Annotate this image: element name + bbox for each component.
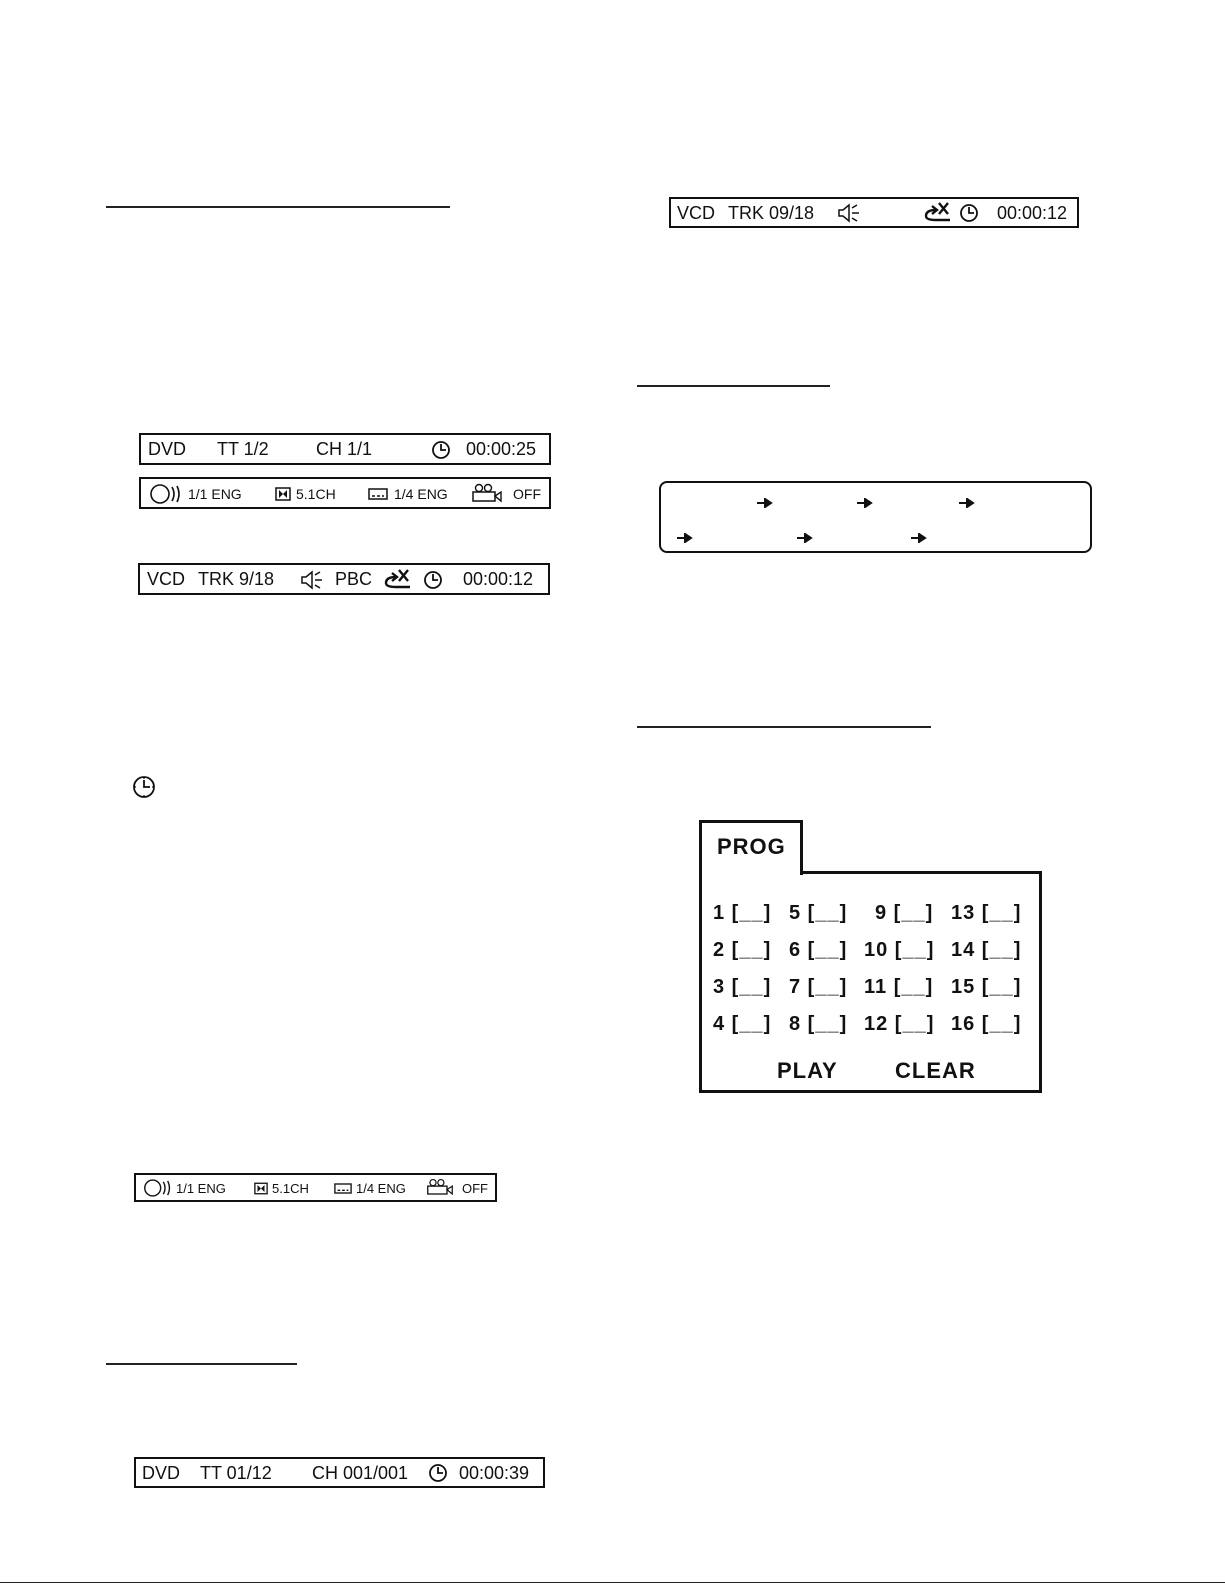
subtitle-icon xyxy=(334,1183,352,1194)
program-slot[interactable]: 14 [__] xyxy=(951,939,1022,961)
pbc-indicator: PBC xyxy=(335,569,373,589)
program-slot[interactable]: 5 [__] xyxy=(789,902,848,924)
program-slot[interactable]: 2 [__] xyxy=(713,939,772,961)
clock-icon xyxy=(423,570,443,590)
program-slot[interactable]: 4 [__] xyxy=(713,1013,772,1035)
sequence-box xyxy=(659,481,1092,553)
disc-type: VCD xyxy=(677,203,716,223)
disc-type: VCD xyxy=(147,569,186,589)
vcd-osd-bar xyxy=(138,563,550,595)
audio-track: 1/1 ENG xyxy=(188,486,242,502)
audio-icon xyxy=(143,1178,173,1198)
title-indicator: TT 1/2 xyxy=(217,439,269,459)
clear-button[interactable]: CLEAR xyxy=(895,1058,976,1083)
audio-channel: 5.1CH xyxy=(272,1181,309,1196)
arrow-icon xyxy=(857,498,873,508)
chapter-indicator: CH 1/1 xyxy=(316,439,373,459)
section-rule xyxy=(637,385,830,387)
speaker-icon xyxy=(300,569,326,591)
arrow-icon xyxy=(677,533,693,543)
subtitle-icon xyxy=(368,488,388,500)
program-slot[interactable]: 9 [__] xyxy=(875,902,934,924)
audio-subtitle-osd-bar xyxy=(134,1173,497,1202)
program-title: PROG xyxy=(717,834,786,859)
dolby-icon xyxy=(275,487,291,501)
program-slot[interactable]: 16 [__] xyxy=(951,1013,1022,1035)
track-indicator: TRK 09/18 xyxy=(728,203,815,223)
elapsed-time: 00:00:12 xyxy=(997,203,1068,223)
title-indicator: TT 01/12 xyxy=(200,1463,272,1483)
audio-icon xyxy=(149,483,183,505)
arrow-icon xyxy=(757,498,773,508)
program-slot[interactable]: 3 [__] xyxy=(713,976,772,998)
section-rule xyxy=(106,1363,297,1365)
subtitle-track: 1/4 ENG xyxy=(356,1181,406,1196)
chapter-indicator: CH 001/001 xyxy=(312,1463,409,1483)
audio-track: 1/1 ENG xyxy=(176,1181,226,1196)
repeat-icon xyxy=(922,200,952,224)
elapsed-time: 00:00:12 xyxy=(463,569,534,589)
speaker-icon xyxy=(837,202,863,224)
audio-subtitle-osd-bar xyxy=(139,477,551,509)
section-rule xyxy=(106,206,450,208)
angle-status: OFF xyxy=(513,486,541,502)
program-slot[interactable]: 15 [__] xyxy=(951,976,1022,998)
subtitle-track: 1/4 ENG xyxy=(394,486,448,502)
angle-status: OFF xyxy=(462,1181,488,1196)
program-slot[interactable]: 6 [__] xyxy=(789,939,848,961)
vcd-osd-bar xyxy=(669,197,1079,228)
disc-type: DVD xyxy=(148,439,187,459)
clock-icon xyxy=(132,775,156,799)
dvd-osd-bar xyxy=(139,433,551,465)
dolby-icon xyxy=(254,1182,268,1195)
clock-icon xyxy=(431,440,451,460)
clock-icon xyxy=(959,203,979,223)
arrow-icon xyxy=(797,533,813,543)
program-slot[interactable]: 13 [__] xyxy=(951,902,1022,924)
elapsed-time: 00:00:39 xyxy=(459,1463,530,1483)
clock-icon xyxy=(428,1463,448,1483)
program-slot[interactable]: 1 [__] xyxy=(713,902,772,924)
section-rule xyxy=(0,1582,1225,1583)
program-slot[interactable]: 10 [__] xyxy=(864,939,935,961)
arrow-icon xyxy=(911,533,927,543)
dvd-time-osd-bar xyxy=(134,1457,545,1488)
program-slot[interactable]: 11 [__] xyxy=(864,976,934,998)
disc-type: DVD xyxy=(142,1463,181,1483)
audio-channel: 5.1CH xyxy=(296,486,336,502)
program-slot[interactable]: 7 [__] xyxy=(789,976,848,998)
program-slot[interactable]: 12 [__] xyxy=(864,1013,935,1035)
track-indicator: TRK 9/18 xyxy=(198,569,275,589)
section-rule xyxy=(637,726,931,728)
program-slot[interactable]: 8 [__] xyxy=(789,1013,848,1035)
angle-icon xyxy=(426,1178,454,1196)
arrow-icon xyxy=(959,498,975,508)
repeat-icon xyxy=(382,567,412,591)
play-button[interactable]: PLAY xyxy=(777,1058,838,1083)
angle-icon xyxy=(471,483,503,503)
elapsed-time: 00:00:25 xyxy=(466,439,537,459)
